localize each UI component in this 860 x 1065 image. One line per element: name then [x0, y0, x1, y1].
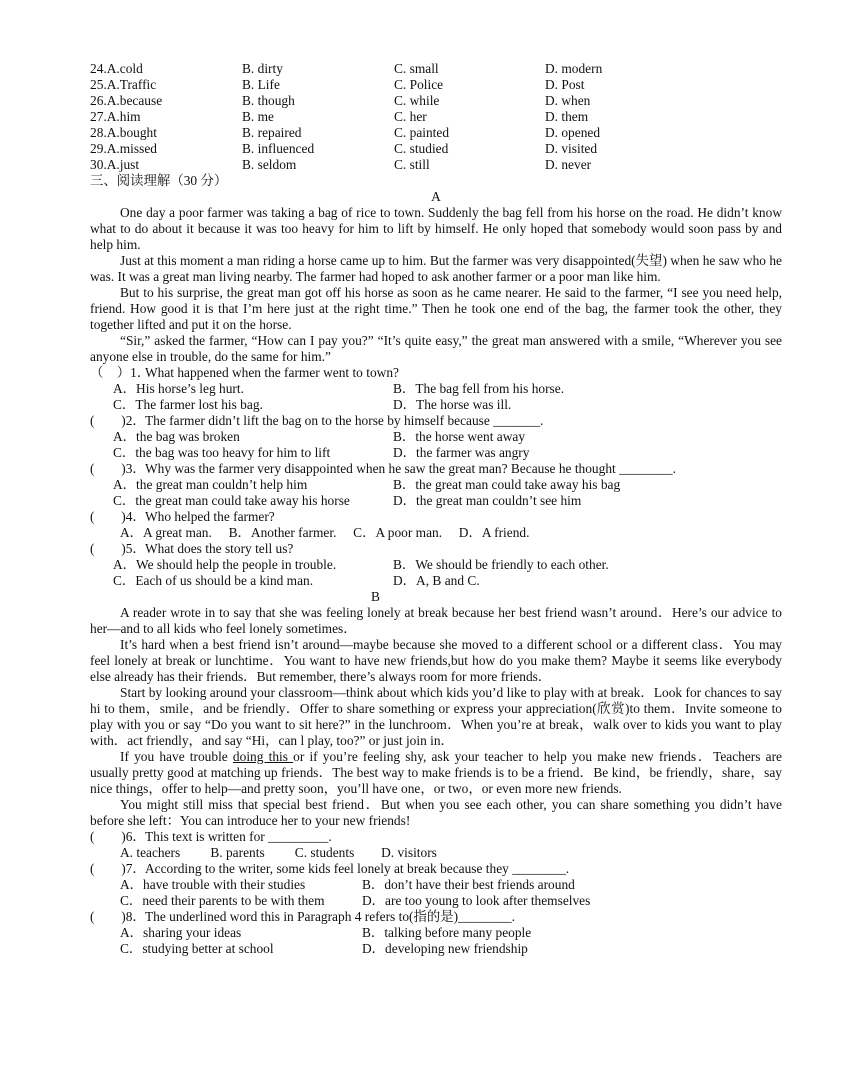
passage-a-paragraph: “Sir,” asked the farmer, “How can I pay you?” “It’s quite easy,” the great man answered with a smile, “Wherever you see anyone else in trouble, do the same for him.”: [90, 333, 782, 364]
option-n: 25.A.Traffic: [90, 77, 157, 92]
question-text: What happened when the farmer went to town?: [145, 365, 399, 380]
option-left: C．The farmer lost his bag.: [113, 397, 263, 412]
question-number: ( )5．: [90, 541, 146, 556]
option-b: B. dirty: [242, 61, 283, 76]
option-text: A. teachers B. parents C. students D. visitors: [120, 845, 437, 860]
option-d: D. them: [545, 109, 589, 124]
option-row: [90, 845, 782, 861]
question-number: ( )6．: [90, 829, 146, 844]
passage-a-paragraph: One day a poor farmer was taking a bag of rice to town. Suddenly the bag fell from his horse on the road. He didn’t know what to do about it because it was too heavy for him to lift by himself. He only hoped that somebody would soon pass by and help him.: [90, 205, 782, 252]
option-right: B．the great man could take away his bag: [393, 477, 621, 492]
question-stem: [90, 509, 782, 525]
option-row: [90, 445, 782, 461]
passage-b-label: B: [371, 589, 380, 604]
cloze-option-row: [90, 125, 782, 141]
question-number: （ ）1．: [90, 365, 151, 380]
option-n: 30.A.just: [90, 157, 140, 172]
passage-b-paragraph-2: It’s hard when a best friend isn’t around—maybe because she moved to a different school or a different class．You may feel lonely at break or lunchtime．You want to have new friends,but how do you make them? Maybe it seems like everybody else already has their friends．But remember, there’s always room for more friends．: [90, 637, 782, 684]
passage-a-paragraph: But to his surprise, the great man got off his horse as soon as he came nearer. He said to the farmer, “I see you need help, friend. How good it is that I’m here just at the right time.” Then he took one end of the bag, the farmer took the other, they together lifted and put it on the horse.: [90, 285, 782, 332]
question-text: This text is written for _________.: [145, 829, 332, 844]
option-row: [90, 877, 782, 893]
p4-before: If you have trouble: [120, 749, 233, 764]
option-row: [90, 397, 782, 413]
question-text: According to the writer, some kids feel lonely at break because they ________.: [145, 861, 570, 876]
option-c: C. Police: [394, 77, 444, 92]
cloze-option-row: [90, 61, 782, 77]
option-row: [90, 893, 782, 909]
option-row: [90, 573, 782, 589]
option-n: 24.A.cold: [90, 61, 143, 76]
passage-b-paragraph-4: [90, 749, 782, 797]
option-row: [90, 381, 782, 397]
option-left: A．sharing your ideas: [120, 925, 242, 940]
option-b: B. repaired: [242, 125, 302, 140]
option-left: C．the great man could take away his horse: [113, 493, 350, 508]
cloze-options-table: [90, 61, 782, 173]
option-b: B. Life: [242, 77, 280, 92]
question-text: Why was the farmer very disappointed when he saw the great man? Because he thought ________.: [145, 461, 676, 476]
option-c: C. while: [394, 93, 440, 108]
cloze-option-row: [90, 109, 782, 125]
option-c: C. small: [394, 61, 439, 76]
section-title: 三、阅读理解（30 分）: [90, 173, 228, 188]
option-left: C．need their parents to be with them: [120, 893, 325, 908]
option-row: [90, 941, 782, 957]
underlined-phrase: doing this: [232, 749, 294, 764]
option-c: C. studied: [394, 141, 449, 156]
question-text: The underlined word this in Paragraph 4 refers to(指的是)________.: [145, 909, 516, 924]
option-d: D. visited: [545, 141, 598, 156]
question-stem: [90, 829, 782, 845]
cloze-option-row: [90, 141, 782, 157]
option-d: D. when: [545, 93, 591, 108]
option-d: D. opened: [545, 125, 601, 140]
question-number: ( )3．: [90, 461, 146, 476]
option-row: [90, 557, 782, 573]
question-number: ( )4．: [90, 509, 146, 524]
option-b: B. though: [242, 93, 295, 108]
option-row: [90, 429, 782, 445]
option-b: B. influenced: [242, 141, 315, 156]
option-left: A．have trouble with their studies: [120, 877, 306, 892]
passage-a: [90, 205, 782, 365]
p4-after: or if you’re feeling shy, ask your teacher to help you make new friends．Teachers are usually pretty good at matching up friends．The best way to make friends is to be a friend．Be kind，be friendly，share，say nice things，offer to help—and pretty soon，you’ll have one，or two，or even more new friends.: [90, 749, 782, 796]
option-row: [90, 493, 782, 509]
option-left: A．We should help the people in trouble.: [113, 557, 337, 572]
option-row: [90, 525, 782, 541]
option-right: B．talking before many people: [362, 925, 532, 940]
option-right: B．The bag fell from his horse.: [393, 381, 565, 396]
option-left: C．the bag was too heavy for him to lift: [113, 445, 331, 460]
option-d: D. Post: [545, 77, 585, 92]
cloze-option-row: [90, 93, 782, 109]
option-right: D．the farmer was angry: [393, 445, 530, 460]
question-number: ( )2．: [90, 413, 146, 428]
question-stem: [90, 861, 782, 877]
option-left: A．His horse’s leg hurt.: [113, 381, 244, 396]
option-row: [90, 925, 782, 941]
option-right: B．don’t have their best friends around: [362, 877, 575, 892]
passage-a-questions: [90, 365, 782, 589]
question-stem: [90, 413, 782, 429]
passage-b-paragraph-3: Start by looking around your classroom—think about which kids you’d like to play with at break．Look for chances to say hi to them，smile，and be friendly．Offer to share something or express your appreciation(欣赏)to them．Invite someone to play with you or say “Do you want to sit here?” in the lunchroom．When you’re at break，walk over to kids you want to play with．act friendly，and say “Hi，can l play, too?” or just join in．: [90, 685, 782, 748]
option-d: D. modern: [545, 61, 603, 76]
passage-a-label: A: [431, 189, 441, 204]
option-n: 26.A.because: [90, 93, 163, 108]
cloze-option-row: [90, 77, 782, 93]
cloze-option-row: [90, 157, 782, 173]
option-n: 28.A.bought: [90, 125, 157, 140]
option-right: D．developing new friendship: [362, 941, 528, 956]
option-left: C．studying better at school: [120, 941, 274, 956]
option-n: 27.A.him: [90, 109, 141, 124]
option-right: B．We should be friendly to each other.: [393, 557, 609, 572]
option-c: C. her: [394, 109, 427, 124]
question-text: What does the story tell us?: [145, 541, 294, 556]
passage-b-paragraph-5: You might still miss that special best friend．But when you see each other, you can share something you didn’t have before she left：You can introduce her to your new friends!: [90, 797, 782, 828]
question-stem: [90, 909, 782, 925]
option-d: D. never: [545, 157, 592, 172]
option-left: A．the great man couldn’t help him: [113, 477, 308, 492]
question-stem: [90, 461, 782, 477]
question-text: Who helped the farmer?: [145, 509, 275, 524]
option-right: D．the great man couldn’t see him: [393, 493, 582, 508]
option-left: A．the bag was broken: [113, 429, 240, 444]
passage-a-paragraph: Just at this moment a man riding a horse came up to him. But the farmer was very disappointed(失望) when he saw who he was. It was a great man living nearby. The farmer had hoped to ask another farmer or a poor man like him.: [90, 253, 782, 284]
option-right: B．the horse went away: [393, 429, 526, 444]
question-number: ( )8．: [90, 909, 146, 924]
question-stem: [90, 365, 782, 381]
option-b: B. me: [242, 109, 274, 124]
question-number: ( )7．: [90, 861, 146, 876]
exam-page: [90, 61, 782, 957]
option-right: D．The horse was ill.: [393, 397, 512, 412]
option-c: C. still: [394, 157, 430, 172]
option-row: [90, 477, 782, 493]
option-right: D．A, B and C.: [393, 573, 480, 588]
question-stem: [90, 541, 782, 557]
option-text: A．A great man. B．Another farmer. C．A poor man. D．A friend.: [120, 525, 530, 540]
option-b: B. seldom: [242, 157, 297, 172]
passage-b-paragraph-1: A reader wrote in to say that she was feeling lonely at break because her best friend wasn’t around．Here’s our advice to her—and to all kids who feel lonely sometimes．: [90, 605, 782, 636]
option-left: C．Each of us should be a kind man.: [113, 573, 314, 588]
question-text: The farmer didn’t lift the bag on to the horse by himself because _______.: [145, 413, 544, 428]
option-right: D．are too young to look after themselves: [362, 893, 591, 908]
option-c: C. painted: [394, 125, 450, 140]
option-n: 29.A.missed: [90, 141, 157, 156]
passage-b-questions: [90, 829, 782, 957]
